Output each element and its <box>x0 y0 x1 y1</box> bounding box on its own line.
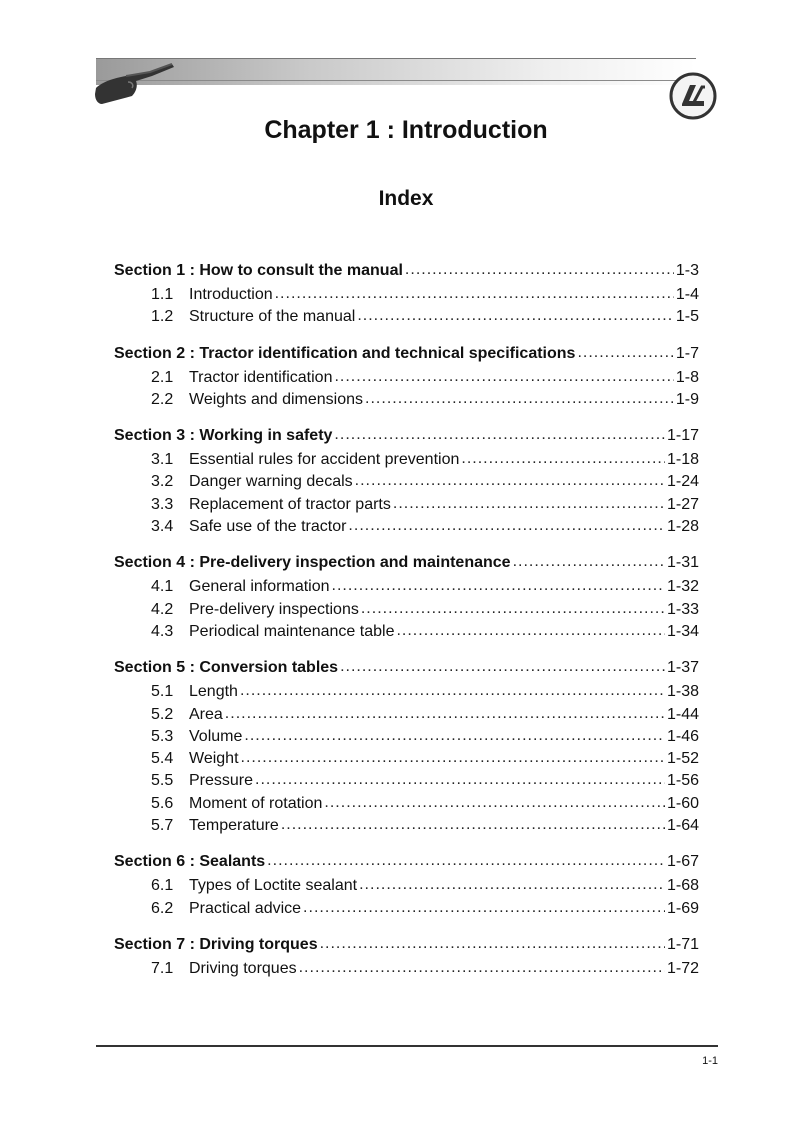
toc-entry[interactable] <box>114 284 699 306</box>
brand-logo-icon <box>668 71 718 121</box>
toc-entry-title: Length <box>189 683 238 701</box>
toc-page-number: 1-27 <box>666 495 699 513</box>
toc-entry-number: 1.2 <box>151 308 174 326</box>
toc-section <box>114 341 699 412</box>
toc-entry-title: Pre-delivery inspections <box>189 600 359 618</box>
toc-entry-number: 6.1 <box>151 877 174 895</box>
toc-page-number: 1-52 <box>666 750 699 768</box>
toc-page-number: 1-3 <box>675 262 699 279</box>
toc-entry-number: 5.4 <box>151 750 174 768</box>
dot-leader <box>320 931 665 957</box>
dot-leader <box>281 814 665 836</box>
toc-entry-title: Pressure <box>189 772 254 790</box>
dot-leader <box>405 257 674 283</box>
toc-entry-number: 4.1 <box>151 578 174 596</box>
toc-entry-number: 5.5 <box>151 772 174 790</box>
toc-entry-title: Replacement of tractor parts <box>189 495 391 513</box>
toc-page-number: 1-9 <box>675 390 699 408</box>
toc-entry[interactable] <box>114 958 699 980</box>
chapter-title: Chapter 1 : Introduction <box>264 116 548 144</box>
toc-entry[interactable] <box>114 516 699 538</box>
toc-entry[interactable] <box>114 815 699 837</box>
toc-page-number: 1-8 <box>675 368 699 386</box>
toc-page-number: 1-38 <box>666 683 699 701</box>
toc-section <box>114 550 699 643</box>
table-of-contents <box>114 258 699 992</box>
toc-page-number: 1-68 <box>666 877 699 895</box>
toc-section-entry[interactable] <box>114 258 699 284</box>
toc-entry-number: 4.2 <box>151 600 174 618</box>
toc-page-number: 1-69 <box>666 899 699 917</box>
toc-entry-title: Danger warning decals <box>189 473 353 491</box>
toc-entry-number: 5.3 <box>151 727 174 745</box>
toc-entry[interactable] <box>114 748 699 770</box>
toc-page-number: 1-5 <box>675 308 699 326</box>
dot-leader <box>225 703 665 725</box>
dot-leader <box>359 874 665 896</box>
toc-entry[interactable] <box>114 793 699 815</box>
toc-page-number: 1-64 <box>666 817 699 835</box>
toc-entry[interactable] <box>114 770 699 792</box>
toc-entry-number: 3.4 <box>151 518 174 536</box>
toc-entry-title: Practical advice <box>189 899 302 917</box>
toc-entry[interactable] <box>114 704 699 726</box>
toc-entry[interactable] <box>114 449 699 471</box>
toc-entry-title: Types of Loctite sealant <box>189 877 358 895</box>
toc-entry-number: 4.3 <box>151 622 174 640</box>
toc-page-number: 1-71 <box>666 935 699 953</box>
toc-entry-number: 5.1 <box>151 683 174 701</box>
toc-page-number: 1-44 <box>666 705 699 723</box>
toc-section-entry[interactable] <box>114 655 699 681</box>
toc-entry-number: 6.2 <box>151 899 174 917</box>
toc-page-number: 1-34 <box>666 622 699 640</box>
dot-leader <box>334 422 665 448</box>
toc-entry-title: Periodical maintenance table <box>189 622 395 640</box>
toc-section <box>114 655 699 837</box>
toc-entry[interactable] <box>114 875 699 897</box>
toc-entry-number: 3.2 <box>151 473 174 491</box>
dot-leader <box>334 366 673 388</box>
dot-leader <box>396 620 665 642</box>
page-number: 1-1 <box>702 1055 718 1067</box>
toc-entry[interactable] <box>114 367 699 389</box>
toc-section-entry[interactable] <box>114 550 699 576</box>
toc-entry-number: 1.1 <box>151 286 174 303</box>
toc-entry-number: 5.2 <box>151 705 174 723</box>
dot-leader <box>461 448 665 470</box>
toc-entry-title: Essential rules for accident prevention <box>189 451 460 469</box>
toc-entry-number: 3.3 <box>151 495 174 513</box>
toc-entry-title: General information <box>189 578 330 596</box>
toc-entry-title: Weight <box>189 750 239 768</box>
toc-section-entry[interactable] <box>114 932 699 958</box>
toc-page-number: 1-60 <box>666 794 699 812</box>
toc-page-number: 1-46 <box>666 727 699 745</box>
toc-page-number: 1-24 <box>666 473 699 491</box>
toc-page-number: 1-67 <box>666 853 699 871</box>
toc-entry-number: 2.1 <box>151 368 174 386</box>
toc-entry-title: Introduction <box>189 286 273 303</box>
toc-entry[interactable] <box>114 621 699 643</box>
dot-leader <box>241 747 665 769</box>
dot-leader <box>361 598 665 620</box>
toc-page-number: 1-37 <box>666 659 699 677</box>
toc-entry[interactable] <box>114 494 699 516</box>
toc-entry-title: Temperature <box>189 817 279 835</box>
dot-leader <box>303 897 665 919</box>
toc-entry[interactable] <box>114 898 699 920</box>
toc-entry-number: 7.1 <box>151 959 174 977</box>
dot-leader <box>340 654 665 680</box>
toc-entry-number: 2.2 <box>151 390 174 408</box>
toc-section <box>114 932 699 980</box>
toc-page-number: 1-4 <box>675 286 699 303</box>
index-title: Index <box>378 187 434 210</box>
dot-leader <box>357 305 674 327</box>
toc-entry-title: Structure of the manual <box>189 308 356 326</box>
toc-section <box>114 258 699 329</box>
toc-section-title: Section 1 : How to consult the manual <box>114 262 403 279</box>
toc-entry[interactable] <box>114 599 699 621</box>
dot-leader <box>244 725 665 747</box>
toc-page-number: 1-56 <box>666 772 699 790</box>
toc-section-title: Section 2 : Tractor identification and technical specifications <box>114 344 576 362</box>
toc-section-title: Section 7 : Driving torques <box>114 935 318 953</box>
toc-entry-number: 5.7 <box>151 817 174 835</box>
toc-page-number: 1-7 <box>675 344 699 362</box>
toc-entry-title: Volume <box>189 727 243 745</box>
dot-leader <box>365 388 674 410</box>
toc-entry-number: 3.1 <box>151 451 174 469</box>
dot-leader <box>255 769 665 791</box>
toc-entry-number: 5.6 <box>151 794 174 812</box>
dot-leader <box>299 957 665 979</box>
dot-leader <box>240 680 665 702</box>
toc-section-title: Section 3 : Working in safety <box>114 427 333 445</box>
toc-entry[interactable] <box>114 726 699 748</box>
toc-section-entry[interactable] <box>114 423 699 449</box>
dot-leader <box>513 549 665 575</box>
toc-entry-title: Weights and dimensions <box>189 390 364 408</box>
toc-page-number: 1-32 <box>666 578 699 596</box>
toc-page-number: 1-17 <box>666 427 699 445</box>
toc-page-number: 1-31 <box>666 554 699 572</box>
dot-leader <box>275 283 674 305</box>
toc-entry-title: Tractor identification <box>189 368 333 386</box>
dot-leader <box>324 792 665 814</box>
toc-entry[interactable] <box>114 306 699 328</box>
toc-entry-title: Moment of rotation <box>189 794 323 812</box>
toc-page-number: 1-72 <box>666 959 699 977</box>
toc-page-number: 1-18 <box>666 451 699 469</box>
dot-leader <box>577 340 673 366</box>
dot-leader <box>267 848 665 874</box>
toc-entry[interactable] <box>114 471 699 493</box>
dot-leader <box>355 470 665 492</box>
toc-entry-title: Safe use of the tractor <box>189 518 347 536</box>
toc-entry[interactable] <box>114 389 699 411</box>
toc-section-title: Section 5 : Conversion tables <box>114 659 339 677</box>
dot-leader <box>348 515 665 537</box>
header-rule <box>96 80 696 81</box>
toc-section-title: Section 4 : Pre-delivery inspection and maintenance <box>114 554 511 572</box>
toc-section-entry[interactable] <box>114 341 699 367</box>
toc-entry[interactable] <box>114 681 699 703</box>
toc-section <box>114 423 699 538</box>
dot-leader <box>332 575 665 597</box>
pointing-hand-icon <box>92 60 182 108</box>
toc-section-entry[interactable] <box>114 849 699 875</box>
toc-entry[interactable] <box>114 576 699 598</box>
toc-page-number: 1-33 <box>666 600 699 618</box>
toc-entry-title: Driving torques <box>189 959 297 977</box>
toc-page-number: 1-28 <box>666 518 699 536</box>
dot-leader <box>393 493 665 515</box>
toc-entry-title: Area <box>189 705 223 723</box>
footer-rule <box>96 1045 718 1047</box>
toc-section <box>114 849 699 920</box>
toc-section-title: Section 6 : Sealants <box>114 853 266 871</box>
